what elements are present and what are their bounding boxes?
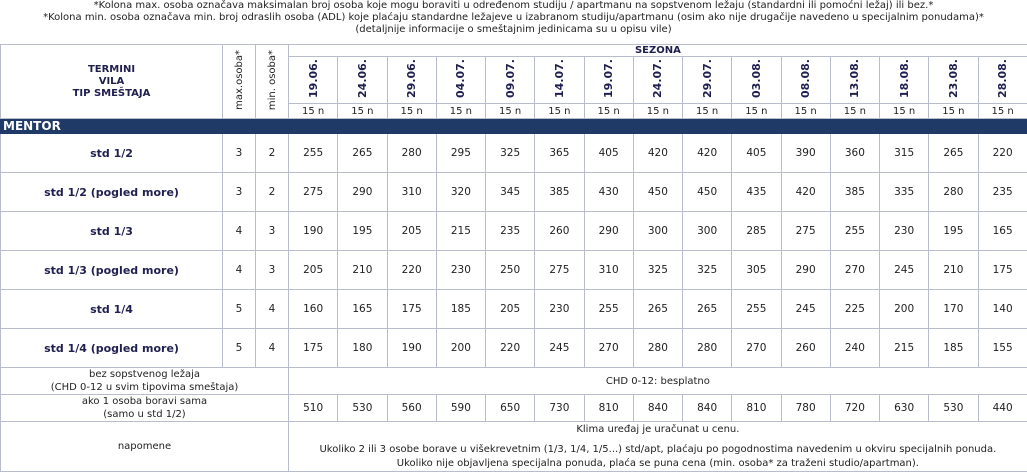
single-price-cell: 650 [486,395,535,422]
price-cell: 305 [732,251,781,290]
price-cell: 215 [436,212,485,251]
napomene-text [289,422,1027,472]
date-label: 29.06. [405,59,419,98]
single-price-cell: 810 [732,395,781,422]
single-price-cell: 720 [830,395,879,422]
date-cell [486,57,535,104]
header-max-osoba: max.osoba* [223,45,256,119]
date-cell [584,57,633,104]
max-persons-cell: 5 [223,329,256,368]
price-cell: 325 [633,251,682,290]
price-cell: 140 [978,290,1027,329]
napomene-line-2: Ukoliko 2 ili 3 osobe borave u višekrevetnim (1/3, 1/4, 1/5...) std/apt, plaćaju po pogodnostima navedenim u okviru specijalnih ponuda. [319,443,997,455]
price-cell: 310 [387,173,436,212]
price-cell: 315 [880,134,929,173]
single-person-label [1,395,289,422]
price-cell: 405 [732,134,781,173]
min-persons-cell: 3 [256,212,289,251]
price-cell: 185 [929,329,978,368]
price-cell: 245 [535,329,584,368]
max-persons-cell: 3 [223,173,256,212]
table-row [1,212,1027,251]
price-table [0,44,1027,472]
no-bed-label-line-1: bez sopstvenog ležaja [88,369,200,380]
price-cell: 300 [683,212,732,251]
price-cell: 275 [781,212,830,251]
price-cell: 165 [338,290,387,329]
price-cell: 155 [978,329,1027,368]
price-cell: 385 [830,173,879,212]
price-cell: 270 [830,251,879,290]
price-cell: 160 [289,290,338,329]
room-type-name: std 1/2 [1,134,223,173]
single-price-cell: 810 [584,395,633,422]
header-tip: TIP SMEŠTAJA [72,87,151,99]
date-label: 24.07. [651,59,665,98]
price-cell: 280 [683,329,732,368]
nights-cell: 15 n [732,104,781,119]
single-price-cell: 840 [633,395,682,422]
nights-cell: 15 n [929,104,978,119]
date-label: 29.07. [700,59,714,98]
price-cell: 265 [929,134,978,173]
price-cell: 235 [978,173,1027,212]
max-persons-cell: 4 [223,251,256,290]
nights-cell: 15 n [830,104,879,119]
price-cell: 345 [486,173,535,212]
date-cell [338,57,387,104]
date-label: 08.08. [799,59,813,98]
date-label: 04.07. [454,59,468,98]
price-cell: 285 [732,212,781,251]
nights-cell: 15 n [338,104,387,119]
nights-cell: 15 n [781,104,830,119]
price-cell: 260 [781,329,830,368]
price-cell: 265 [633,290,682,329]
price-cell: 290 [338,173,387,212]
room-type-name: std 1/3 [1,212,223,251]
price-cell: 325 [486,134,535,173]
max-persons-cell: 4 [223,212,256,251]
min-persons-cell: 2 [256,134,289,173]
single-price-cell: 780 [781,395,830,422]
no-bed-label [1,368,289,395]
date-cell [436,57,485,104]
price-cell: 190 [289,212,338,251]
price-cell: 175 [978,251,1027,290]
table-row [1,251,1027,290]
date-label: 28.08. [996,59,1010,98]
date-cell [633,57,682,104]
nights-cell: 15 n [387,104,436,119]
price-cell: 250 [486,251,535,290]
price-cell: 240 [830,329,879,368]
price-cell: 170 [929,290,978,329]
price-cell: 270 [584,329,633,368]
date-label: 24.06. [355,59,369,98]
price-cell: 210 [338,251,387,290]
price-cell: 430 [584,173,633,212]
table-row [1,290,1027,329]
nights-cell: 15 n [683,104,732,119]
note-line-1: *Kolona max. osoba označava maksimalan broj osoba koje mogu boraviti u određenom studiju / apartmanu na sopstvenom ležaju (standardni ili pomoćni ležaj) ili bez.* [93,0,934,11]
room-type-name: std 1/4 [1,290,223,329]
date-cell [535,57,584,104]
max-persons-cell: 3 [223,134,256,173]
price-cell: 255 [732,290,781,329]
date-label: 23.08. [946,59,960,98]
napomene-label: napomene [1,422,289,472]
nights-cell: 15 n [633,104,682,119]
date-cell [387,57,436,104]
price-cell: 420 [633,134,682,173]
price-cell: 420 [683,134,732,173]
napomene-line-1: Klima uređaj je uračunat u cenu. [576,423,740,435]
price-cell: 290 [584,212,633,251]
price-cell: 405 [584,134,633,173]
price-cell: 265 [338,134,387,173]
price-cell: 205 [486,290,535,329]
price-cell: 435 [732,173,781,212]
price-cell: 220 [486,329,535,368]
single-price-cell: 440 [978,395,1027,422]
price-cell: 195 [929,212,978,251]
table-row [1,134,1027,173]
price-cell: 180 [338,329,387,368]
price-cell: 255 [584,290,633,329]
single-price-cell: 530 [929,395,978,422]
min-persons-cell: 4 [256,290,289,329]
date-label: 18.08. [897,59,911,98]
villa-name: MENTOR [1,119,1027,134]
date-cell [683,57,732,104]
nights-cell: 15 n [978,104,1027,119]
single-price-cell: 590 [436,395,485,422]
price-cell: 295 [436,134,485,173]
price-cell: 280 [633,329,682,368]
price-cell: 290 [781,251,830,290]
table-row [1,173,1027,212]
price-cell: 280 [929,173,978,212]
price-cell: 245 [880,251,929,290]
price-cell: 200 [880,290,929,329]
price-cell: 255 [289,134,338,173]
price-cell: 260 [535,212,584,251]
price-cell: 270 [732,329,781,368]
date-label: 13.08. [848,59,862,98]
price-cell: 190 [387,329,436,368]
max-persons-cell: 5 [223,290,256,329]
price-cell: 450 [683,173,732,212]
price-cell: 235 [486,212,535,251]
price-cell: 195 [338,212,387,251]
date-cell [289,57,338,104]
single-price-cell: 840 [683,395,732,422]
price-cell: 245 [781,290,830,329]
nights-cell: 15 n [436,104,485,119]
date-label: 19.07. [602,59,616,98]
price-cell: 385 [535,173,584,212]
nights-cell: 15 n [880,104,929,119]
room-type-name: std 1/3 (pogled more) [1,251,223,290]
price-cell: 300 [633,212,682,251]
price-cell: 450 [633,173,682,212]
price-cell: 165 [978,212,1027,251]
min-persons-cell: 3 [256,251,289,290]
header-min-osoba: min. osoba* [256,45,289,119]
price-cell: 390 [781,134,830,173]
single-price-cell: 560 [387,395,436,422]
price-cell: 205 [387,212,436,251]
header-season: SEZONA [289,45,1027,57]
date-cell [830,57,879,104]
price-cell: 230 [880,212,929,251]
date-cell [978,57,1027,104]
price-cell: 210 [929,251,978,290]
table-row [1,329,1027,368]
price-cell: 175 [289,329,338,368]
no-bed-label-line-2: (CHD 0-12 u svim tipovima smeštaja) [50,382,239,393]
price-cell: 255 [830,212,879,251]
min-persons-cell: 4 [256,329,289,368]
date-cell [929,57,978,104]
date-cell [880,57,929,104]
notes-block [0,0,1027,44]
single-price-cell: 730 [535,395,584,422]
single-price-cell: 630 [880,395,929,422]
price-cell: 230 [436,251,485,290]
room-type-name: std 1/2 (pogled more) [1,173,223,212]
header-termini: TERMINI [87,63,136,75]
date-label: 19.06. [306,59,320,98]
price-cell: 215 [880,329,929,368]
date-cell [732,57,781,104]
price-cell: 175 [387,290,436,329]
nights-cell: 15 n [289,104,338,119]
price-cell: 275 [289,173,338,212]
price-cell: 280 [387,134,436,173]
price-cell: 185 [436,290,485,329]
date-label: 14.07. [552,59,566,98]
single-price-cell: 530 [338,395,387,422]
price-cell: 310 [584,251,633,290]
price-cell: 420 [781,173,830,212]
price-cell: 265 [683,290,732,329]
header-left [1,45,223,119]
room-type-name: std 1/4 (pogled more) [1,329,223,368]
price-cell: 325 [683,251,732,290]
note-line-3: (detaljnije informacije o smeštajnim jedinicama su u opisu vile) [355,24,672,35]
header-vila: VILA [98,75,125,87]
single-price-cell: 510 [289,395,338,422]
date-label: 03.08. [749,59,763,98]
price-cell: 365 [535,134,584,173]
nights-cell: 15 n [486,104,535,119]
price-cell: 275 [535,251,584,290]
date-cell [781,57,830,104]
price-cell: 360 [830,134,879,173]
nights-cell: 15 n [584,104,633,119]
no-bed-value: CHD 0-12: besplatno [289,368,1027,395]
napomene-line-3: Ukoliko nije objavljena specijalna ponuda, plaća se puna cena (min. osoba* za traženi studio/apartman). [396,457,919,469]
nights-cell: 15 n [535,104,584,119]
price-cell: 320 [436,173,485,212]
price-cell: 220 [978,134,1027,173]
date-label: 09.07. [503,59,517,98]
price-cell: 200 [436,329,485,368]
single-label-line-2: (samo u std 1/2) [103,409,186,420]
note-line-2: *Kolona min. osoba označava min. broj odraslih osoba (ADL) koje plaćaju standardne ležajeve u izabranom studiju/apartmanu (osim ako nije drugačije navedeno u specijalnim ponudama)* [43,12,984,23]
price-cell: 335 [880,173,929,212]
price-cell: 225 [830,290,879,329]
single-label-line-1: ako 1 osoba boravi sama [81,396,208,407]
price-cell: 220 [387,251,436,290]
price-cell: 205 [289,251,338,290]
min-persons-cell: 2 [256,173,289,212]
price-cell: 230 [535,290,584,329]
